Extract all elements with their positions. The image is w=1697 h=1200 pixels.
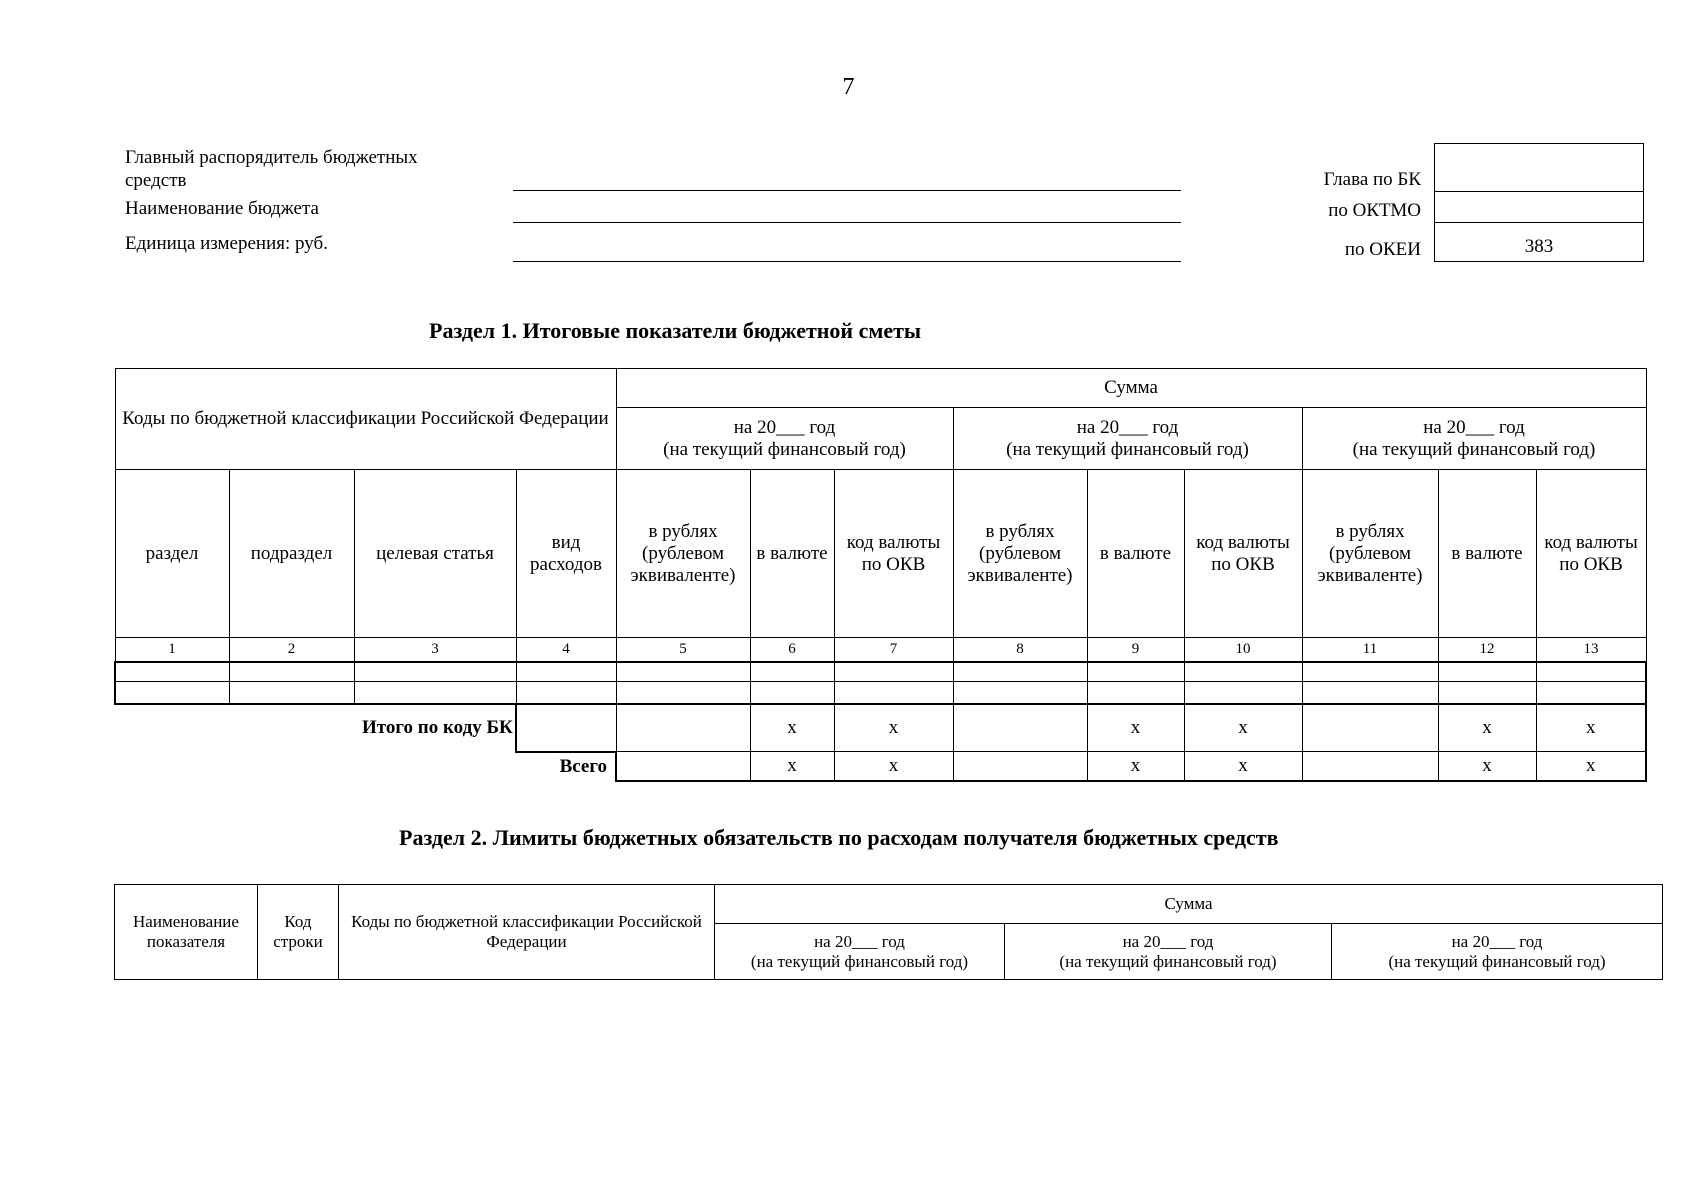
- table-row: [115, 682, 1646, 704]
- page-number: 7: [842, 74, 855, 100]
- sum-header: Сумма: [616, 369, 1646, 408]
- chapter-bk-box[interactable]: [1434, 143, 1644, 192]
- col-header-okv-2: код валюты по ОКВ: [1184, 470, 1302, 638]
- sum-header: Сумма: [715, 885, 1663, 924]
- table-cell[interactable]: [516, 662, 616, 682]
- table-cell[interactable]: [953, 662, 1087, 682]
- table-cell[interactable]: [750, 682, 834, 704]
- table-cell[interactable]: x: [1438, 704, 1536, 752]
- codes-header: Коды по бюджетной классификации Российской Федерации: [339, 885, 715, 980]
- table-row: [115, 662, 1646, 682]
- column-number: 11: [1302, 638, 1438, 662]
- table-cell[interactable]: [1302, 662, 1438, 682]
- table-cell[interactable]: [953, 704, 1087, 752]
- column-numbers-row: [115, 638, 1646, 662]
- table-cell[interactable]: [1438, 682, 1536, 704]
- column-number: 1: [115, 638, 229, 662]
- table-cell[interactable]: [1302, 682, 1438, 704]
- table-cell[interactable]: [115, 662, 229, 682]
- table-cell[interactable]: x: [1087, 704, 1184, 752]
- col-header-currency-2: в валюте: [1087, 470, 1184, 638]
- year-header-1: на 20___ год (на текущий финансовый год): [715, 924, 1005, 980]
- table-cell[interactable]: [953, 752, 1087, 781]
- column-number: 6: [750, 638, 834, 662]
- table-cell[interactable]: [834, 682, 953, 704]
- col-header-expense-type: вид расходов: [516, 470, 616, 638]
- col-header-currency-3: в валюте: [1438, 470, 1536, 638]
- column-number: 4: [516, 638, 616, 662]
- budget-name-label: Наименование бюджета: [125, 198, 319, 219]
- table-cell[interactable]: [1184, 682, 1302, 704]
- col-header-razdel: раздел: [115, 470, 229, 638]
- budget-name-field[interactable]: [513, 222, 1181, 223]
- table-cell[interactable]: x: [750, 704, 834, 752]
- table-cell[interactable]: [953, 682, 1087, 704]
- column-number: 3: [354, 638, 516, 662]
- table-cell[interactable]: [1184, 662, 1302, 682]
- col-header-rub-3: в рублях (рублевом эквиваленте): [1302, 470, 1438, 638]
- oktmo-box[interactable]: [1434, 192, 1644, 223]
- col-header-rub-2: в рублях (рублевом эквиваленте): [953, 470, 1087, 638]
- table-cell[interactable]: [229, 682, 354, 704]
- okei-box[interactable]: [1434, 223, 1644, 262]
- year-header-3: на 20___ год (на текущий финансовый год): [1332, 924, 1663, 980]
- section2-table: [114, 884, 1663, 980]
- section2-title: Раздел 2. Лимиты бюджетных обязательств по расходам получателя бюджетных средств: [399, 825, 1279, 850]
- table-cell[interactable]: [616, 662, 750, 682]
- year-header-2: на 20___ год (на текущий финансовый год): [953, 408, 1302, 470]
- table-cell[interactable]: [616, 704, 750, 752]
- indicator-name-header: Наименование показателя: [115, 885, 258, 980]
- year-header-2: на 20___ год (на текущий финансовый год): [1005, 924, 1332, 980]
- section1-title: Раздел 1. Итоговые показатели бюджетной сметы: [429, 318, 922, 343]
- table-cell[interactable]: [616, 682, 750, 704]
- table-cell[interactable]: [516, 704, 616, 752]
- table-cell[interactable]: [354, 662, 516, 682]
- table-cell[interactable]: [516, 682, 616, 704]
- table-cell[interactable]: x: [1438, 752, 1536, 781]
- table-cell[interactable]: x: [1184, 704, 1302, 752]
- column-number: 7: [834, 638, 953, 662]
- table-cell[interactable]: [1536, 682, 1646, 704]
- col-header-target: целевая статья: [354, 470, 516, 638]
- main-manager-field[interactable]: [513, 190, 1181, 191]
- table-cell[interactable]: x: [834, 704, 953, 752]
- okei-value: 383: [1524, 236, 1554, 257]
- col-header-podrazdel: подраздел: [229, 470, 354, 638]
- table-cell[interactable]: x: [1184, 752, 1302, 781]
- col-header-currency-1: в валюте: [750, 470, 834, 638]
- column-number: 9: [1087, 638, 1184, 662]
- table-cell[interactable]: x: [1536, 704, 1646, 752]
- table-cell[interactable]: x: [834, 752, 953, 781]
- col-header-rub-1: в рублях (рублевом эквиваленте): [616, 470, 750, 638]
- table-cell[interactable]: [1438, 662, 1536, 682]
- unit-label: Единица измерения: руб.: [125, 233, 328, 254]
- oktmo-label: по ОКТМО: [1328, 200, 1421, 221]
- table-cell[interactable]: [354, 682, 516, 704]
- table-cell[interactable]: x: [1087, 752, 1184, 781]
- section1-table: [114, 368, 1647, 782]
- table-cell[interactable]: [115, 682, 229, 704]
- chapter-bk-label: Глава по БК: [1323, 169, 1421, 190]
- table-cell[interactable]: [834, 662, 953, 682]
- grand-total-label: Всего: [516, 752, 616, 781]
- year-header-1: на 20___ год (на текущий финансовый год): [616, 408, 953, 470]
- unit-field[interactable]: [513, 261, 1181, 262]
- table-cell[interactable]: [1302, 752, 1438, 781]
- column-number: 2: [229, 638, 354, 662]
- table-cell[interactable]: [1302, 704, 1438, 752]
- column-number: 12: [1438, 638, 1536, 662]
- okei-label: по ОКЕИ: [1344, 239, 1421, 260]
- table-cell[interactable]: [1087, 662, 1184, 682]
- codes-header: Коды по бюджетной классификации Российской Федерации: [115, 369, 616, 470]
- table-cell[interactable]: x: [750, 752, 834, 781]
- table-cell[interactable]: [750, 662, 834, 682]
- column-number: 13: [1536, 638, 1646, 662]
- col-header-okv-1: код валюты по ОКВ: [834, 470, 953, 638]
- column-number: 8: [953, 638, 1087, 662]
- table-cell[interactable]: [616, 752, 750, 781]
- table-cell[interactable]: [229, 662, 354, 682]
- total-by-code-label: Итого по коду БК: [354, 704, 516, 752]
- table-cell[interactable]: [1087, 682, 1184, 704]
- table-cell[interactable]: x: [1536, 752, 1646, 781]
- col-header-okv-3: код валюты по ОКВ: [1536, 470, 1646, 638]
- total-by-code-row: [115, 704, 1646, 752]
- main-manager-label: Главный распорядитель бюджетных средств: [125, 147, 418, 191]
- year-header-3: на 20___ год (на текущий финансовый год): [1302, 408, 1646, 470]
- grand-total-row: [115, 752, 1646, 781]
- column-number: 5: [616, 638, 750, 662]
- table-cell[interactable]: [1536, 662, 1646, 682]
- line-code-header: Код строки: [258, 885, 339, 980]
- column-number: 10: [1184, 638, 1302, 662]
